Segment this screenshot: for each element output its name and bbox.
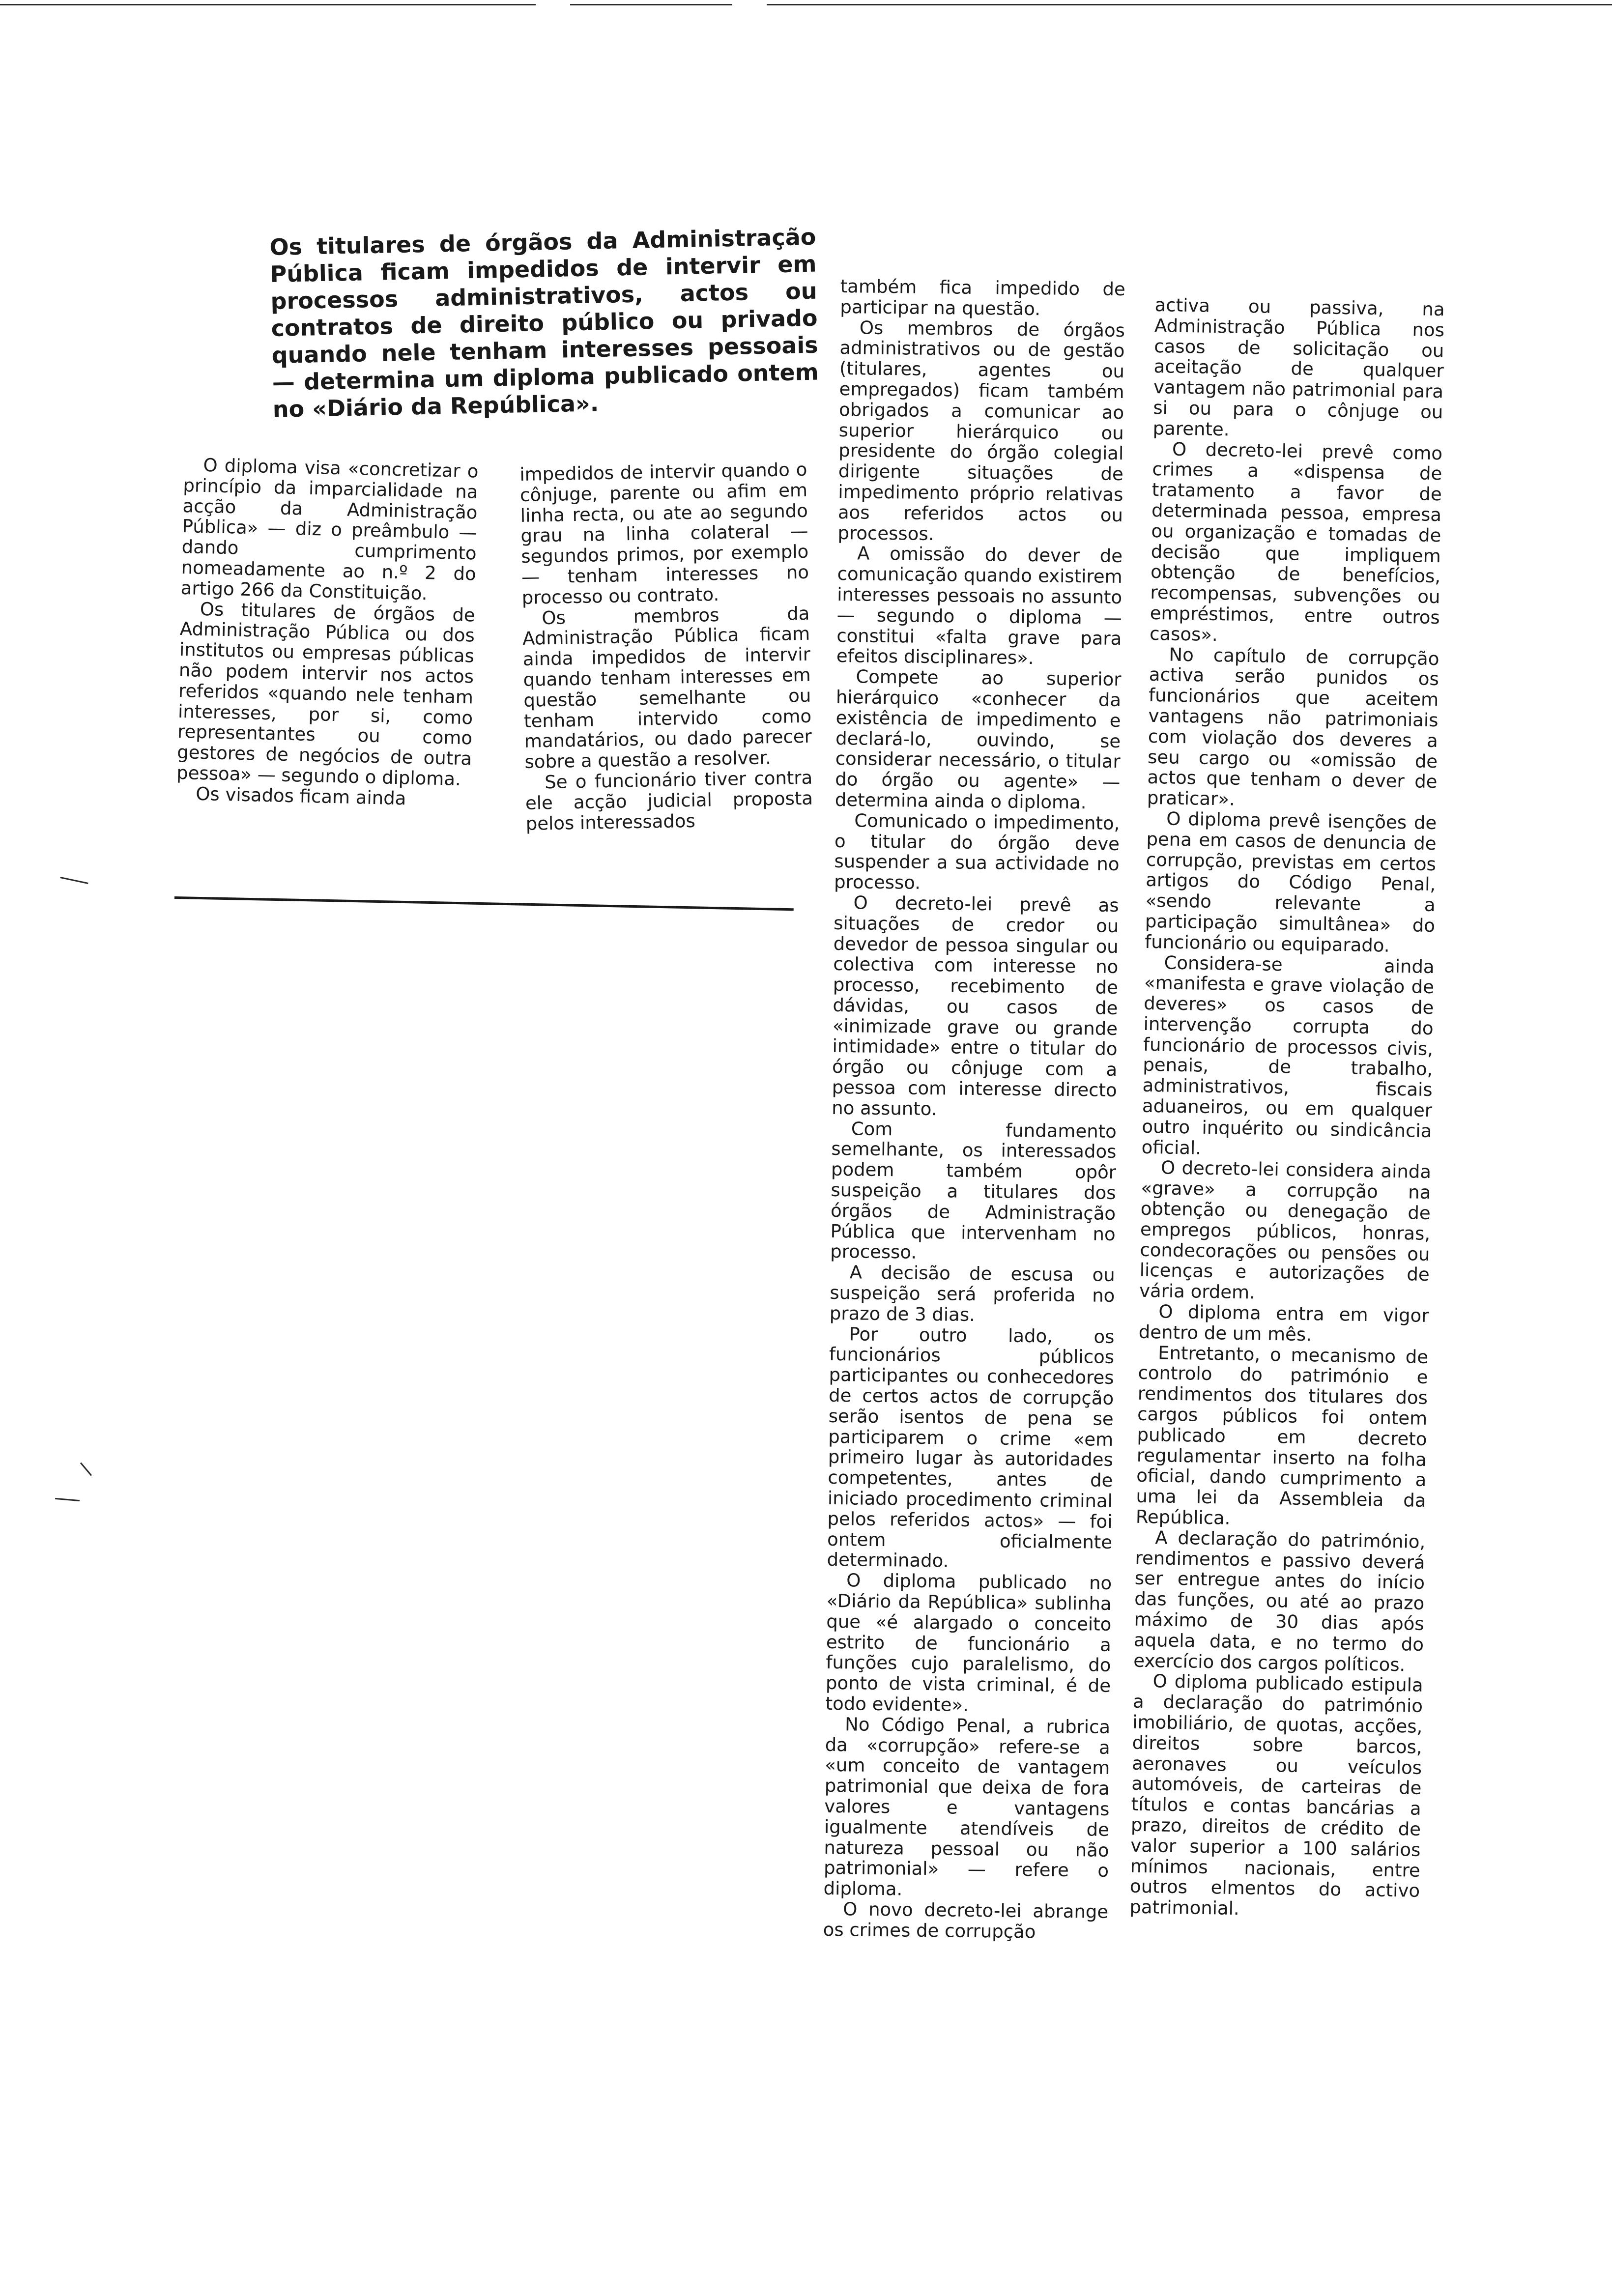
margin-mark [60, 877, 88, 884]
paragraph: O diploma visa «concretizar o princípio da imparcialidade na acção da Administração Pública» — diz o preâmbulo — dando cumprimento nomeadamente ao n.º 2 do artigo 266 da Constituição. [180, 454, 479, 604]
paragraph: O diploma entra em vigor dentro de um mês. [1138, 1301, 1429, 1346]
article-lead: Os titulares de órgãos da Administração Pública ficam impedidos de intervir em processos administrativos, actos ou contratos de direito público ou privado quando nele tenham interesses pessoais — determina um diploma publicado ontem no «Diário da República». [269, 223, 819, 423]
text-column-2 [519, 459, 813, 834]
paragraph: activa ou passiva, na Administração Pública nos casos de solicitação ou aceitação de qualquer vantagem não patrimonial para si ou para o cônjuge ou parente. [1152, 294, 1445, 440]
paragraph: O decreto-lei prevê as situações de credor ou devedor de pessoa singular ou colectiva com interesse no processo, recebimento de dávidas, ou casos de «inimizade grave ou grande intimidade» entre o titular do órgão ou cônjuge com a pessoa com interesse directo no assunto. [832, 892, 1119, 1120]
paragraph: A declaração do património, rendimentos e passivo deverá ser entregue antes do início das funções, ou até ao prazo máximo de 30 dias após aquela data, e no termo do exercício dos cargos políticos. [1133, 1527, 1426, 1675]
paragraph: No Código Penal, a rubrica da «corrupção» refere-se a «um conceito de vantagem patrimonial que deixa de fora valores e vantagens igualmente atendíveis de natureza pessoal ou não patrimonial» — refere o diploma. [823, 1714, 1111, 1900]
text-column-3 [823, 276, 1125, 1943]
paragraph: O decreto-lei prevê como crimes a «dispensa de tratamento a favor de determinada pessoa, empresa ou organização e tomadas de decisão que impliquem obtenção de benefícios, recompensas, subvenções ou empréstimos, entre outros casos». [1149, 438, 1443, 645]
paragraph: Os visados ficam ainda [195, 783, 406, 809]
paragraph: Se o funcionário tiver contra ele acção judicial proposta pelos interessados [525, 767, 813, 834]
paragraph: Considera-se ainda «manifesta e grave violação de deveres» os casos de intervenção corrupta do funcionário de processos civis, penais, de trabalho, administrativos, fiscais aduaneiros, ou em qualquer outro inquérito ou sindicância oficial. [1141, 951, 1435, 1159]
paragraph: Comunicado o impedimento, o titular do órgão deve suspender a sua actividade no processo. [834, 810, 1120, 893]
paragraph: A decisão de escusa ou suspeição será proferida no prazo de 3 dias. [829, 1262, 1115, 1325]
paragraph: também fica impedido de participar na questão. [840, 276, 1125, 320]
paragraph: Os membros de órgãos administrativos ou de gestão (titulares, agentes ou empregados) ficam também obrigados a comunicar ao superior hierárquico ou presidente do órgão colegial dirigente situações de impedimento próprio relativas aos referidos actos ou processos. [837, 317, 1125, 545]
top-border-line [570, 4, 732, 5]
top-border-line [767, 4, 1612, 5]
paragraph: Com fundamento semelhante, os interessados podem também opôr suspeição a titulares dos órgãos de Administração Pública que intervenham no processo. [830, 1118, 1117, 1263]
paragraph: Os titulares de órgãos de Administração Pública ou dos institutos ou empresas públicas não podem intervir nos actos referidos «quando nele tenham interesses, por si, como representantes ou como gestores de negócios de outra pessoa» — segundo o diploma. [176, 598, 476, 790]
text-column-4 [1129, 295, 1445, 1922]
paragraph: No capítulo de corrupção activa serão punidos os funcionários que aceitem vantagens não patrimoniais com violação dos deveres a seu cargo ou «omissão de actos que tenham o dever de praticar». [1147, 644, 1439, 810]
top-border-line [0, 4, 536, 5]
paragraph: impedidos de intervir quando o cônjuge, parente ou afim em linha recta, ou ate ao segundo grau na linha colateral — segundos primos, por exemplo — tenham interesses no processo ou contrato. [519, 459, 809, 608]
margin-mark [55, 1498, 80, 1501]
column-divider-rule [174, 896, 794, 911]
paragraph: A omissão do dever de comunicação quando existirem interesses pessoais no assunto — segundo o diploma — constitui «falta grave para efeitos disciplinares». [836, 543, 1123, 669]
paragraph: O diploma publicado no «Diário da República» sublinha que «é alargado o conceito estrito de funcionário a funções cujo paralelismo, do ponto de vista criminal, é de todo evidente». [825, 1570, 1112, 1716]
paragraph: Por outro lado, os funcionários públicos participantes ou conhecedores de certos actos de corrupção serão isentos de pena se participarem o crime «em primeiro lugar às autoridades competentes, antes de iniciado procedimento criminal pelos referidos actos» — foi ontem oficialmente determinado. [827, 1323, 1115, 1572]
paragraph: O diploma publicado estipula a declaração do património imobiliário, de quotas, acções, direitos sobre barcos, aeronaves ou veículos automóveis, de carteiras de títulos e contas bancárias a prazo, direitos de crédito de valor superior a 100 salários mínimos nacionais, entre outros elmentos do activo patrimonial. [1129, 1670, 1423, 1920]
margin-mark [80, 1463, 92, 1476]
paragraph: O novo decreto-lei abrange os crimes de corrupção [823, 1898, 1109, 1943]
paragraph: Compete ao superior hierárquico «conhecer da existência de impedimento e declará-lo, ouvindo, se considerar necessário, o titular do órgão ou agente» — determina ainda o diploma. [835, 666, 1122, 813]
text-column-1 [176, 455, 479, 810]
paragraph: Os membros da Administração Pública ficam ainda impedidos de intervir quando tenham interesses em questão semelhante ou tenham intervido como mandatários, ou dado parecer sobre a questão a resolver. [522, 603, 812, 773]
paragraph: O decreto-lei considera ainda «grave» a corrupção na obtenção ou denegação de empregos públicos, honras, condecorações ou pensões ou licenças e autorizações de vária ordem. [1139, 1157, 1432, 1303]
paragraph: Entretanto, o mecanismo de controlo do património e rendimentos dos titulares dos cargos públicos foi ontem publicado em decreto regulamentar inserto na folha oficial, dando cumprimento a uma lei da Assembleia da República. [1135, 1342, 1429, 1529]
paragraph: O diploma prevê isenções de pena em casos de denuncia de corrupção, previstas em certos artigos do Código Penal, «sendo relevante a participação simultânea» do funcionário ou equiparado. [1144, 808, 1437, 956]
